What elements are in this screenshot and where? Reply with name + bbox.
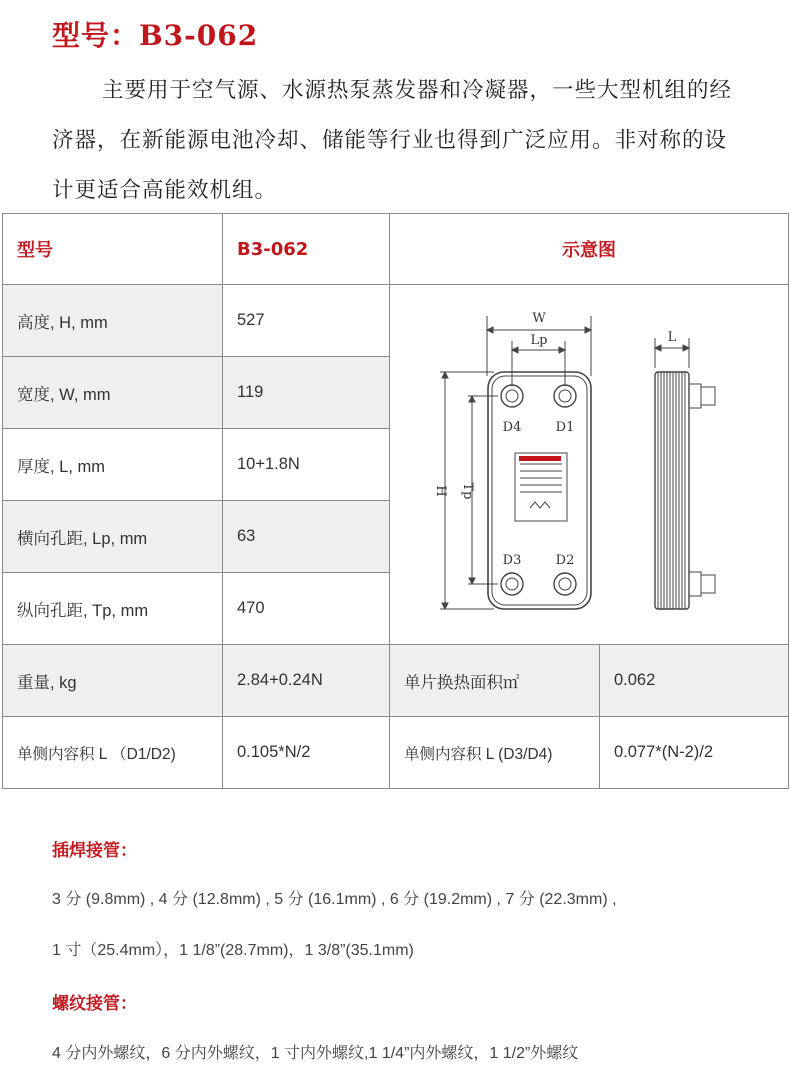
schematic-cell (390, 285, 789, 645)
intro-paragraph: 主要用于空气源、水源热泵蒸发器和冷凝器，一些大型机组的经济器，在新能源电池冷却、储能等行业也得到广泛应用。非对称的设计更适合高能效机组。 (52, 78, 733, 203)
row-value: 119 (223, 357, 390, 429)
row-label: 宽度, W, mm (3, 357, 223, 429)
spec-table (2, 213, 789, 789)
label-d4: D4 (502, 419, 522, 435)
row-label: 纵向孔距, Tp, mm (3, 573, 223, 645)
threaded-connections-heading: 螺纹接管： (52, 994, 137, 1014)
plate-heat-exchanger-diagram (390, 286, 788, 644)
header-model-value: B3-062 (223, 214, 390, 285)
row-label: 单侧内容积 L (D3/D4) (390, 717, 600, 789)
row-value: 0.062 (600, 645, 789, 717)
row-value: 0.077*(N-2)/2 (600, 717, 789, 789)
label-l: L (667, 329, 677, 345)
threaded-connections-line-1: 4 分内外螺纹，6 分内外螺纹，1 寸内外螺纹,1 1/4”内外螺纹，1 1/2”外螺纹 (52, 1045, 579, 1062)
row-value: 2.84+0.24N (223, 645, 390, 717)
label-w: W (532, 310, 546, 326)
label-h: H (433, 484, 448, 497)
brazed-connections-line-1: 3 分 (9.8mm) , 4 分 (12.8mm) , 5 分 (16.1mm) , 6 分 (19.2mm) , 7 分 (22.3mm) , (52, 891, 617, 908)
row-value: 10+1.8N (223, 429, 390, 501)
row-label: 厚度, L, mm (3, 429, 223, 501)
table-row (3, 285, 789, 357)
label-lp: Lp (530, 332, 548, 348)
table-row (3, 717, 789, 789)
brazed-connections-heading: 插焊接管： (52, 841, 137, 861)
label-d1: D1 (555, 419, 575, 435)
row-value: 63 (223, 501, 390, 573)
row-label: 高度, H, mm (3, 285, 223, 357)
header-diagram-label: 示意图 (390, 214, 789, 285)
table-row (3, 645, 789, 717)
row-value: 527 (223, 285, 390, 357)
brand-logo (519, 456, 561, 461)
row-value: 470 (223, 573, 390, 645)
page-title: 型号：B3-062 (52, 19, 259, 52)
label-d2: D2 (555, 552, 575, 568)
row-label: 横向孔距, Lp, mm (3, 501, 223, 573)
header-model-label: 型号 (3, 214, 223, 285)
label-d3: D3 (502, 552, 522, 568)
row-label: 单侧内容积 L （D1/D2) (3, 717, 223, 789)
row-label: 重量, kg (3, 645, 223, 717)
row-value: 0.105*N/2 (223, 717, 390, 789)
row-label: 单片换热面积㎡ (390, 645, 600, 717)
table-header-row (3, 214, 789, 285)
label-tp: Tp (460, 482, 475, 499)
brazed-connections-line-2: 1 寸（25.4mm），1 1/8”(28.7mm)，1 3/8”(35.1mm) (52, 942, 414, 959)
